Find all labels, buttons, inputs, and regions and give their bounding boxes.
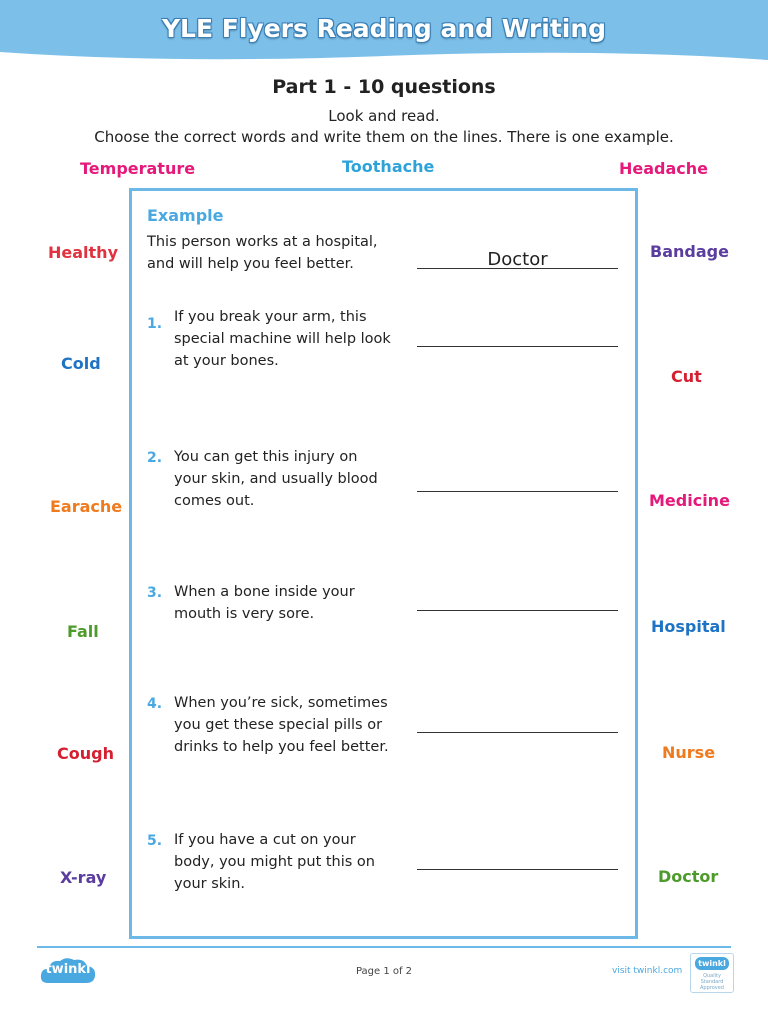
word-nurse: Nurse — [662, 743, 716, 762]
question-line: body, you might put this on — [174, 854, 375, 870]
question-box — [129, 188, 638, 939]
question-line: comes out. — [174, 493, 255, 509]
question-line: your skin. — [174, 876, 245, 892]
question-number: 3. — [147, 585, 163, 601]
question-text — [174, 692, 406, 758]
answer-line-2[interactable] — [417, 490, 618, 492]
example-text — [147, 231, 379, 275]
question-line: When you’re sick, sometimes — [174, 695, 388, 711]
word-healthy: Healthy — [48, 243, 118, 262]
badge-label: twinkl — [698, 959, 726, 968]
word-hospital: Hospital — [651, 617, 726, 636]
question-line: mouth is very sore. — [174, 606, 315, 622]
question-text — [174, 581, 406, 625]
question-text — [174, 306, 406, 372]
word-headache: Headache — [619, 159, 709, 178]
word-x-ray: X-ray — [60, 868, 107, 887]
logo-text: twinkl — [45, 962, 91, 977]
question-line: You can get this injury on — [174, 449, 358, 465]
question-line: If you break your arm, this — [174, 309, 367, 325]
question-number: 2. — [147, 450, 163, 466]
answer-line-1[interactable] — [417, 345, 618, 347]
question-line: special machine will help look — [174, 331, 391, 347]
example-answer: Doctor — [487, 249, 548, 270]
word-fall: Fall — [67, 622, 99, 641]
question-line: If you have a cut on your — [174, 832, 356, 848]
word-medicine: Medicine — [649, 491, 730, 510]
quality-badge — [690, 953, 734, 993]
page-number: Page 1 of 2 — [355, 966, 413, 977]
instruction-line-2: Choose the correct words and write them on the lines. There is one example. — [94, 128, 674, 146]
word-cough: Cough — [57, 744, 114, 763]
question-number: 4. — [147, 696, 163, 712]
instruction-line-1: Look and read. — [328, 107, 440, 125]
visit-link[interactable]: visit twinkl.com — [612, 966, 683, 976]
example-heading: Example — [147, 206, 224, 225]
question-number: 5. — [147, 833, 163, 849]
question-line: you get these special pills or — [174, 717, 383, 733]
word-temperature: Temperature — [80, 159, 196, 178]
header-banner — [0, 0, 768, 68]
answer-line-3[interactable] — [417, 609, 618, 611]
question-number: 1. — [147, 316, 163, 332]
question-line: your skin, and usually blood — [174, 471, 378, 487]
question-text — [174, 446, 406, 512]
answer-line-4[interactable] — [417, 731, 618, 733]
question-line: at your bones. — [174, 353, 279, 369]
word-doctor: Doctor — [658, 867, 719, 886]
question-line: drinks to help you feel better. — [174, 739, 389, 755]
example-answer-line — [417, 267, 618, 269]
word-earache: Earache — [50, 497, 123, 516]
footer-divider — [37, 946, 731, 948]
example-line-2: and will help you feel better. — [147, 256, 354, 272]
word-toothache: Toothache — [342, 157, 435, 176]
badge-subtext: Quality Standard Approved — [700, 973, 724, 991]
page-title: YLE Flyers Reading and Writing — [161, 14, 607, 43]
part-title: Part 1 - 10 questions — [272, 76, 496, 98]
question-line: When a bone inside your — [174, 584, 355, 600]
example-line-1: This person works at a hospital, — [147, 234, 378, 250]
answer-line-5[interactable] — [417, 868, 618, 870]
word-cut: Cut — [671, 367, 702, 386]
question-text — [174, 829, 406, 895]
word-cold: Cold — [61, 354, 101, 373]
word-bandage: Bandage — [650, 242, 729, 261]
